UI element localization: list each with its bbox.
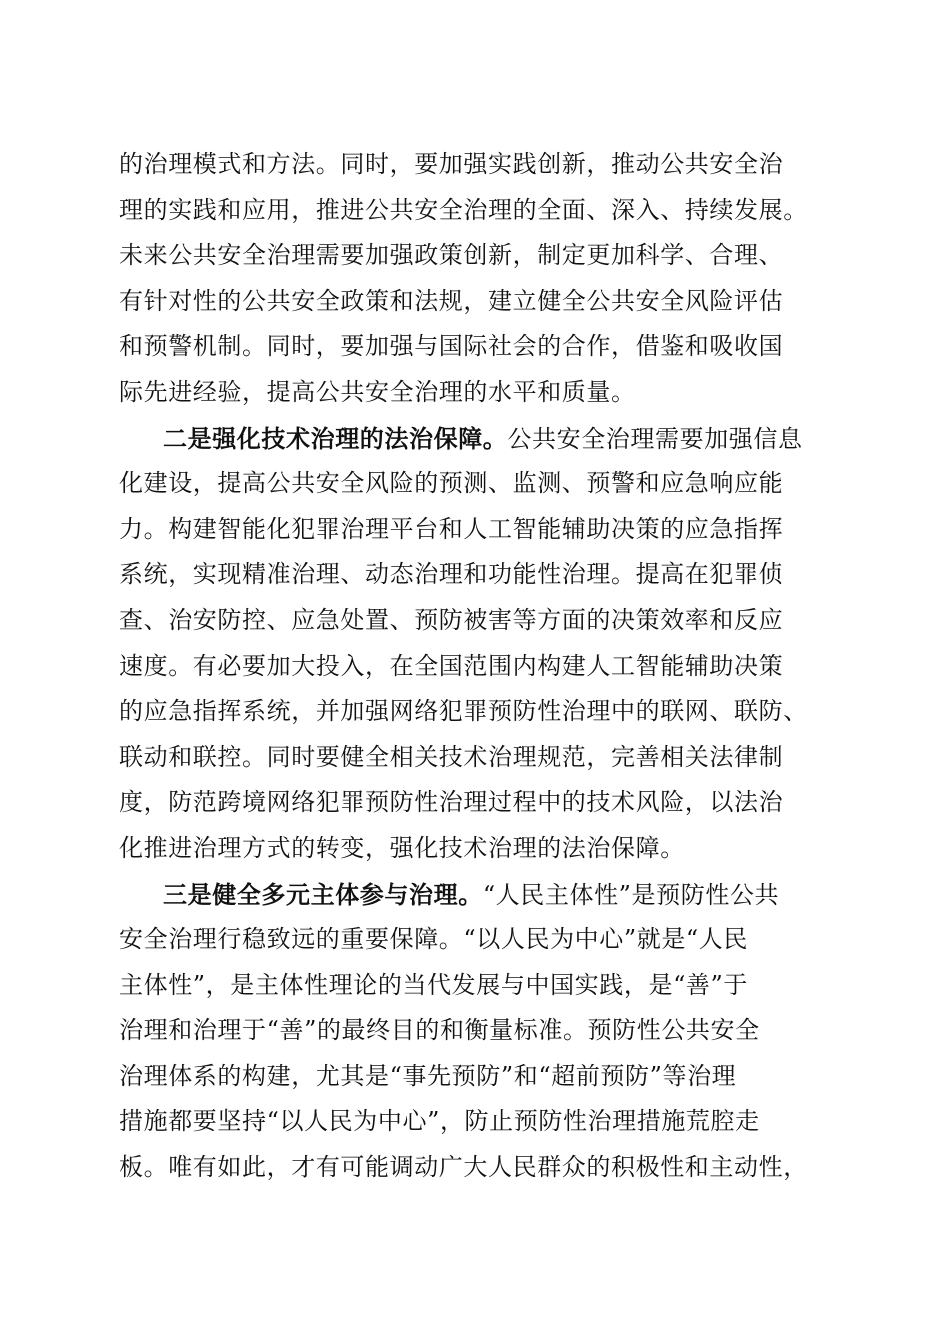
text-line: 和预警机制。同时，要加强与国际社会的合作，借鉴和吸收国 [119,332,784,361]
text-line: 安全治理行稳致远的重要保障。“以人民为中心”就是“人民 [119,925,749,954]
text-line: 主体性”，是主体性理论的当代发展与中国实践，是“善”于 [119,970,749,999]
text-line: 理的实践和应用，推进公共安全治理的全面、深入、持续发展。 [119,195,808,224]
text-line: 联动和联控。同时要健全相关技术治理规范，完善相关法律制 [119,742,784,771]
text-line: 化推进治理方式的转变，强化技术治理的法治保障。 [119,833,685,862]
text-line: 措施都要坚持“以人民为中心”，防止预防性治理措施荒腔走 [119,1107,760,1136]
text-line: 系统，实现精准治理、动态治理和功能性治理。提高在犯罪侦 [119,560,784,589]
text-line: 查、治安防控、应急处置、预防被害等方面的决策效率和反应 [119,605,784,634]
text-line: 力。构建智能化犯罪治理平台和人工智能辅助决策的应急指挥 [119,514,784,543]
text-run: 公共安全治理需要加强信息 [507,424,803,453]
text-line: 治理体系的构建，尤其是“事先预防”和“超前预防”等治理 [119,1061,737,1090]
text-line: 的应急指挥系统，并加强网络犯罪预防性治理中的联网、联防、 [119,697,808,726]
text-line: 化建设，提高公共安全风险的预测、监测、预警和应急响应能 [119,469,784,498]
body-text [119,142,839,1191]
text-line: 速度。有必要加大投入，在全国范围内构建人工智能辅助决策 [119,651,784,680]
text-line: 板。唯有如此，才有可能调动广大人民群众的积极性和主动性， [119,1153,808,1182]
text-line: 未来公共安全治理需要加强政策创新，制定更加科学、合理、 [119,241,784,270]
text-run: “人民主体性”是预防性公共 [482,880,780,909]
text-line: 的治理模式和方法。同时，要加强实践创新，推动公共安全治 [119,150,784,178]
paragraph-heading: 二是强化技术治理的法治保障。 [163,423,508,453]
paragraph-first-line [119,416,839,462]
text-line: 治理和治理于“善”的最终目的和衡量标准。预防性公共安全 [119,1016,760,1045]
text-line: 际先进经验，提高公共安全治理的水平和质量。 [119,377,636,406]
text-line: 有针对性的公共安全政策和法规，建立健全公共安全风险评估 [119,286,784,315]
paragraph-first-line [119,872,839,918]
text-line: 度，防范跨境网络犯罪预防性治理过程中的技术风险，以法治 [119,788,784,817]
paragraph-heading: 三是健全多元主体参与治理。 [163,879,483,909]
